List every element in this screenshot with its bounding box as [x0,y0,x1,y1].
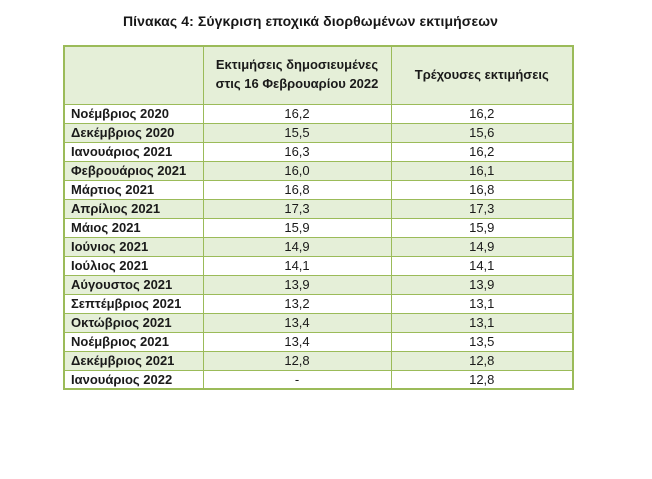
table-row [64,294,573,313]
table-row [64,218,573,237]
current-value-cell: 14,1 [391,256,573,275]
published-value-cell: 13,2 [203,294,391,313]
published-value-cell: 16,2 [203,104,391,123]
current-value-cell: 13,1 [391,313,573,332]
header-published-estimates: Εκτιμήσεις δημοσιευμένες στις 16 Φεβρουαρίου 2022 [203,46,391,104]
published-value-cell: 17,3 [203,199,391,218]
current-value-cell: 16,1 [391,161,573,180]
current-value-cell: 12,8 [391,370,573,389]
table-row [64,313,573,332]
published-value-cell: 14,1 [203,256,391,275]
comparison-table [63,45,574,390]
month-cell: Μάιος 2021 [64,218,203,237]
current-value-cell: 13,9 [391,275,573,294]
current-value-cell: 14,9 [391,237,573,256]
published-value-cell: 16,3 [203,142,391,161]
table-row [64,180,573,199]
header-empty-cell [64,46,203,104]
published-value-cell: 16,0 [203,161,391,180]
header-current-estimates: Τρέχουσες εκτιμήσεις [391,46,573,104]
month-cell: Απρίλιος 2021 [64,199,203,218]
current-value-cell: 15,6 [391,123,573,142]
current-value-cell: 16,2 [391,104,573,123]
month-cell: Ιούνιος 2021 [64,237,203,256]
month-cell: Ιανουάριος 2022 [64,370,203,389]
month-cell: Ιούλιος 2021 [64,256,203,275]
table-row [64,104,573,123]
published-value-cell: 13,4 [203,332,391,351]
current-value-cell: 16,8 [391,180,573,199]
published-value-cell: 16,8 [203,180,391,199]
month-cell: Δεκέμβριος 2021 [64,351,203,370]
current-value-cell: 12,8 [391,351,573,370]
published-value-cell: 14,9 [203,237,391,256]
table-row [64,351,573,370]
published-value-cell: - [203,370,391,389]
table-row [64,275,573,294]
month-cell: Οκτώβριος 2021 [64,313,203,332]
current-value-cell: 13,5 [391,332,573,351]
current-value-cell: 13,1 [391,294,573,313]
table-row [64,123,573,142]
table-title: Πίνακας 4: Σύγκριση εποχικά διορθωμένων εκτιμήσεων [122,13,499,29]
published-value-cell: 13,4 [203,313,391,332]
table-row [64,237,573,256]
month-cell: Αύγουστος 2021 [64,275,203,294]
table-body [64,104,573,389]
current-value-cell: 17,3 [391,199,573,218]
header-row [64,46,573,104]
published-value-cell: 12,8 [203,351,391,370]
current-value-cell: 15,9 [391,218,573,237]
table-row [64,199,573,218]
month-cell: Δεκέμβριος 2020 [64,123,203,142]
table-row [64,161,573,180]
current-value-cell: 16,2 [391,142,573,161]
month-cell: Σεπτέμβριος 2021 [64,294,203,313]
month-cell: Μάρτιος 2021 [64,180,203,199]
month-cell: Νοέμβριος 2020 [64,104,203,123]
table-row [64,256,573,275]
table-row [64,370,573,389]
published-value-cell: 15,5 [203,123,391,142]
table-row [64,332,573,351]
month-cell: Νοέμβριος 2021 [64,332,203,351]
month-cell: Ιανουάριος 2021 [64,142,203,161]
table-row [64,142,573,161]
month-cell: Φεβρουάριος 2021 [64,161,203,180]
published-value-cell: 15,9 [203,218,391,237]
published-value-cell: 13,9 [203,275,391,294]
